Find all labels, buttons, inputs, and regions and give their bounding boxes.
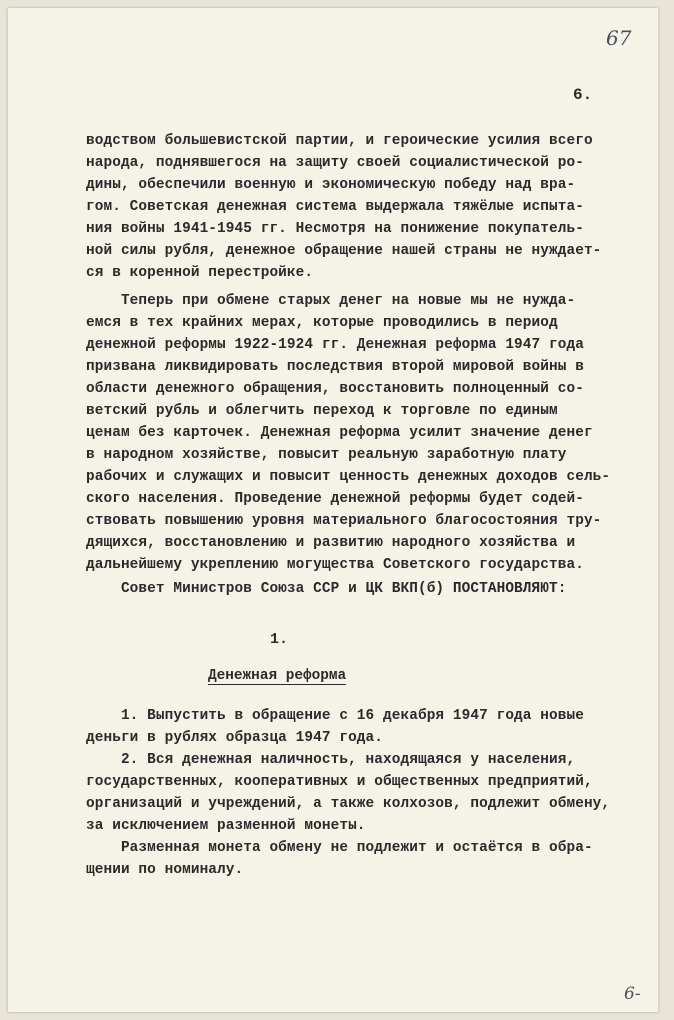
document-page bbox=[8, 8, 658, 1012]
handwritten-page-mark: 67 bbox=[606, 26, 632, 50]
text-line: рабочих и служащих и повысит ценность денежных доходов сель- bbox=[86, 469, 611, 485]
text-line: ветский рубль и облегчить переход к торговле по единым bbox=[86, 403, 558, 419]
text-line: емся в тех крайних мерах, которые проводились в период bbox=[86, 315, 558, 331]
text-line: 1. Выпустить в обращение с 16 декабря 1947 года новые bbox=[86, 708, 584, 724]
section-heading: Денежная реформа bbox=[208, 668, 347, 684]
text-line: Совет Министров Союза ССР и ЦК ВКП(б) ПОСТАНОВЛЯЮТ: bbox=[86, 581, 567, 597]
text-line: государственных, кооперативных и общественных предприятий, bbox=[86, 774, 593, 790]
text-line: водством большевистской партии, и героические усилия всего bbox=[86, 133, 593, 149]
section-number: 1. bbox=[270, 631, 289, 648]
text-line: ния войны 1941-1945 гг. Несмотря на понижение покупатель- bbox=[86, 221, 584, 237]
text-line: ствовать повышению уровня материального благосостояния тру- bbox=[86, 513, 602, 529]
text-line: гом. Советская денежная система выдержала тяжёлые испыта- bbox=[86, 199, 584, 215]
text-line: народа, поднявшегося на защиту своей социалистической ро- bbox=[86, 155, 584, 171]
text-line: ся в коренной перестройке. bbox=[86, 265, 314, 281]
text-line: щении по номиналу. bbox=[86, 862, 244, 878]
text-line: деньги в рублях образца 1947 года. bbox=[86, 730, 384, 746]
text-line: дальнейшему укреплению могущества Советского государства. bbox=[86, 557, 584, 573]
text-line: дины, обеспечили военную и экономическую победу над вра- bbox=[86, 177, 576, 193]
text-line: Разменная монета обмену не подлежит и остаётся в обра- bbox=[86, 840, 593, 856]
text-line: за исключением разменной монеты. bbox=[86, 818, 366, 834]
text-line: денежной реформы 1922-1924 гг. Денежная реформа 1947 года bbox=[86, 337, 584, 353]
text-line: в народном хозяйстве, повысит реальную заработную плату bbox=[86, 447, 567, 463]
text-line: ского населения. Проведение денежной реформы будет содей- bbox=[86, 491, 584, 507]
text-line: организаций и учреждений, а также колхозов, подлежит обмену, bbox=[86, 796, 611, 812]
text-line: 2. Вся денежная наличность, находящаяся у населения, bbox=[86, 752, 576, 768]
text-line: области денежного обращения, восстановить полноценный со- bbox=[86, 381, 584, 397]
text-line: призвана ликвидировать последствия второй мировой войны в bbox=[86, 359, 584, 375]
text-line: ценам без карточек. Денежная реформа усилит значение денег bbox=[86, 425, 593, 441]
handwritten-footer-mark: 6- bbox=[624, 984, 641, 1004]
text-line: дящихся, восстановлению и развитию народного хозяйства и bbox=[86, 535, 576, 551]
text-line: ной силы рубля, денежное обращение нашей страны не нуждает- bbox=[86, 243, 602, 259]
text-line: Теперь при обмене старых денег на новые мы не нужда- bbox=[86, 293, 576, 309]
page-number: 6. bbox=[573, 86, 593, 104]
